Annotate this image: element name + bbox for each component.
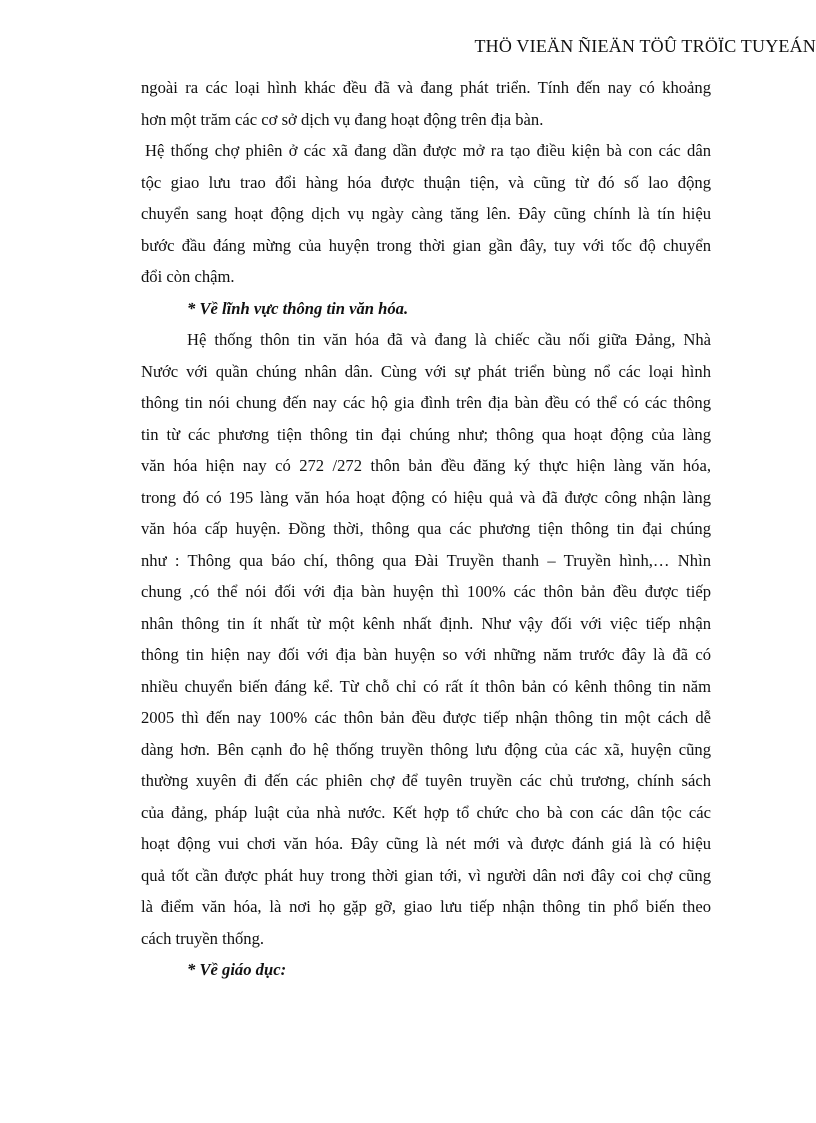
text-line: nhiều chuyển biến đáng kể. Từ chỗ chỉ có rất ít thôn bản có kênh thông tin năm — [141, 676, 711, 696]
text-line: bước đầu đáng mừng của huyện trong thời gian gần đây, tuy với tốc độ chuyển — [141, 235, 711, 255]
text-line: của đảng, pháp luật của nhà nước. Kết hợp tổ chức cho bà con các dân tộc các — [141, 802, 711, 822]
text-line: thông tin hiện nay đối với địa bàn huyện so với những năm trước đây là đã có — [141, 645, 711, 664]
text-line: Nước với quần chúng nhân dân. Cùng với sự phát triển bùng nổ các loại hình — [141, 361, 711, 381]
text-line: trong đó có 195 làng văn hóa hoạt động có hiệu quả và đã được công nhận làng — [141, 487, 711, 507]
paragraph-markets — [141, 135, 711, 293]
text-line: Hệ thống chợ phiên ở các xã đang dần được mở ra tạo điều kiện bà con các dân — [145, 141, 711, 160]
text-line: như : Thông qua báo chí, thông qua Đài Truyền thanh – Truyền hình,… Nhìn — [141, 550, 711, 570]
text-line: nhân thông tin ít nhất từ một kênh nhất định. Như vậy đối với việc tiếp nhận — [141, 613, 711, 633]
section-heading-education: * Về giáo dục: — [187, 960, 287, 979]
text-line: ngoài ra các loại hình khác đều đã và đang phát triển. Tính đến nay có khoảng — [141, 78, 711, 97]
section-heading-culture-information: * Về lĩnh vực thông tin văn hóa. — [187, 298, 409, 318]
text-line: hoạt động vui chơi văn hóa. Đây cũng là nét mới và được đánh giá là có hiệu — [141, 834, 711, 853]
paragraph-culture-information — [141, 324, 711, 954]
text-line: chuyển sang hoạt động dịch vụ ngày càng tăng lên. Đây cũng chính là tín hiệu — [141, 204, 711, 223]
text-line: Hệ thống thôn tin văn hóa đã và đang là chiếc cầu nối giữa Đảng, Nhà — [187, 330, 711, 349]
document-body — [141, 72, 711, 986]
text-line: quả tốt cần được phát huy trong thời gian tới, vì người dân nơi đây coi chợ cũng — [141, 865, 711, 885]
paragraph-services — [141, 72, 711, 135]
text-line: dàng hơn. Bên cạnh đo hệ thống truyền thông lưu động của các xã, huyện cũng — [141, 739, 711, 759]
text-line: cách truyền thống. — [141, 928, 265, 948]
page-header-title: THÖ VIEÄN ÑIEÄN TÖÛ TRÖÏC TUYEÁN — [474, 36, 816, 56]
text-line: tộc giao lưu trao đổi hàng hóa được thuận tiện, và cũng từ đó số lao động — [141, 172, 711, 192]
text-line: hơn một trăm các cơ sở dịch vụ đang hoạt động trên địa bàn. — [141, 109, 544, 129]
text-line: đổi còn chậm. — [141, 267, 235, 286]
text-line: là điểm văn hóa, là nơi họ gặp gỡ, giao lưu tiếp nhận thông tin phổ biến theo — [141, 897, 711, 916]
text-line: 2005 thì đến nay 100% các thôn bản đều được tiếp nhận thông tin một cách dễ — [141, 708, 711, 727]
text-line: tin từ các phương tiện thông tin đại chúng như; thông qua hoạt động của làng — [141, 424, 711, 444]
text-line: văn hóa cấp huyện. Đồng thời, thông qua các phương tiện thông tin đại chúng — [141, 519, 711, 538]
text-line: văn hóa hiện nay có 272 /272 thôn bản đều đăng ký thực hiện làng văn hóa, — [141, 456, 711, 475]
text-line: thông tin nói chung đến nay các hộ gia đình trên địa bàn đều có thể có các thông — [141, 393, 711, 412]
text-line: chung ,có thể nói đối với địa bàn huyện thì 100% các thôn bản đều được tiếp — [141, 582, 711, 601]
text-line: thường xuyên đi đến các phiên chợ để tuyên truyền các chủ trương, chính sách — [141, 771, 711, 790]
